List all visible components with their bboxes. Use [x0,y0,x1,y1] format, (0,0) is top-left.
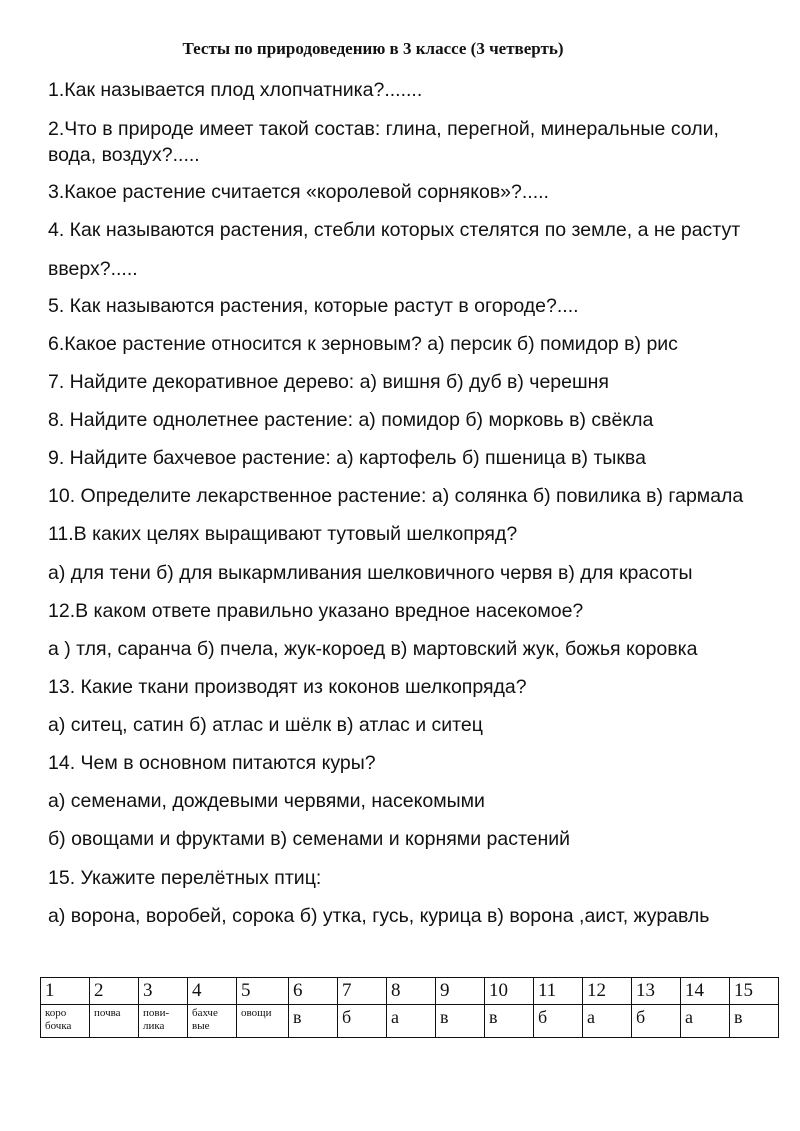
answer-cell: в [436,1005,485,1038]
question-line: 12.В каком ответе правильно указано вредное насекомое? [48,600,584,622]
question-line: вода, воздух?..... [48,144,200,166]
question-number-row [41,978,779,1005]
question-line: 14. Чем в основном питаются куры? [48,752,376,774]
question-line: 11.В каких целях выращивают тутовый шелкопряд? [48,523,518,545]
answer-text: бахче [192,1007,218,1019]
answer-options-line: а) для тени б) для выкармливания шелковичного червя в) для красоты [48,562,693,584]
answer-text: лика [143,1020,165,1032]
question-number-cell: 10 [485,978,534,1005]
answer-cell [90,1005,139,1038]
answer-options-line: а) ворона, воробей, сорока б) утка, гусь, курица в) ворона ,аист, журавль [48,905,710,927]
question-number-cell: 11 [534,978,583,1005]
answer-cell: в [485,1005,534,1038]
answer-options-line: а ) тля, саранча б) пчела, жук-короед в) мартовский жук, божья коровка [48,638,698,660]
question-line: 3.Какое растение считается «королевой сорняков»?..... [48,181,549,203]
answer-cell [41,1005,90,1038]
question-number-cell: 3 [139,978,188,1005]
answer-cell [188,1005,237,1038]
answer-cell: а [681,1005,730,1038]
question-line: 7. Найдите декоративное дерево: а) вишня б) дуб в) черешня [48,371,609,393]
answer-text: овощи [241,1007,272,1019]
question-line: 10. Определите лекарственное растение: а) солянка б) повилика в) гармала [48,485,744,507]
answer-cell: а [387,1005,436,1038]
answer-cell [139,1005,188,1038]
answer-cell: в [730,1005,779,1038]
question-number-cell: 2 [90,978,139,1005]
question-number-cell: 7 [338,978,387,1005]
answer-cell: б [338,1005,387,1038]
page-title: Тесты по природоведению в 3 классе (3 четверть) [182,39,564,58]
answer-row [41,1005,779,1038]
answer-key-table [40,977,779,1038]
question-number-cell: 5 [237,978,289,1005]
answer-text: бочка [45,1020,72,1032]
answer-cell: б [632,1005,681,1038]
answer-cell: б [534,1005,583,1038]
question-line: 4. Как называются растения, стебли которых стелятся по земле, а не растут [48,219,741,241]
question-number-cell: 13 [632,978,681,1005]
answer-cell [237,1005,289,1038]
question-number-cell: 14 [681,978,730,1005]
answer-text: вые [192,1020,210,1032]
answer-options-line: а) ситец, сатин б) атлас и шёлк в) атлас и ситец [48,714,483,736]
question-number-cell: 4 [188,978,237,1005]
question-number-cell: 12 [583,978,632,1005]
question-line: 1.Как называется плод хлопчатника?....... [48,79,423,101]
answer-text: пови- [143,1007,170,1019]
question-line: 2.Что в природе имеет такой состав: глина, перегной, минеральные соли, [48,118,719,140]
question-number-cell: 9 [436,978,485,1005]
question-number-cell: 1 [41,978,90,1005]
question-line: 15. Укажите перелётных птиц: [48,867,322,889]
answer-cell: в [289,1005,338,1038]
question-number-cell: 8 [387,978,436,1005]
question-line: 6.Какое растение относится к зерновым? а) персик б) помидор в) рис [48,333,678,355]
answer-options-line: б) овощами и фруктами в) семенами и корнями растений [48,828,571,850]
question-line: 5. Как называются растения, которые растут в огороде?.... [48,295,579,317]
question-line: 8. Найдите однолетнее растение: а) помидор б) морковь в) свёкла [48,409,654,431]
answer-text: почва [94,1007,121,1019]
question-number-cell: 15 [730,978,779,1005]
question-line: 9. Найдите бахчевое растение: а) картофель б) пшеница в) тыква [48,447,646,469]
answer-cell: а [583,1005,632,1038]
question-line: вверх?..... [48,258,138,280]
answer-text: коро [45,1007,67,1019]
answer-options-line: а) семенами, дождевыми червями, насекомыми [48,790,485,812]
question-line: 13. Какие ткани производят из коконов шелкопряда? [48,676,527,698]
question-number-cell: 6 [289,978,338,1005]
